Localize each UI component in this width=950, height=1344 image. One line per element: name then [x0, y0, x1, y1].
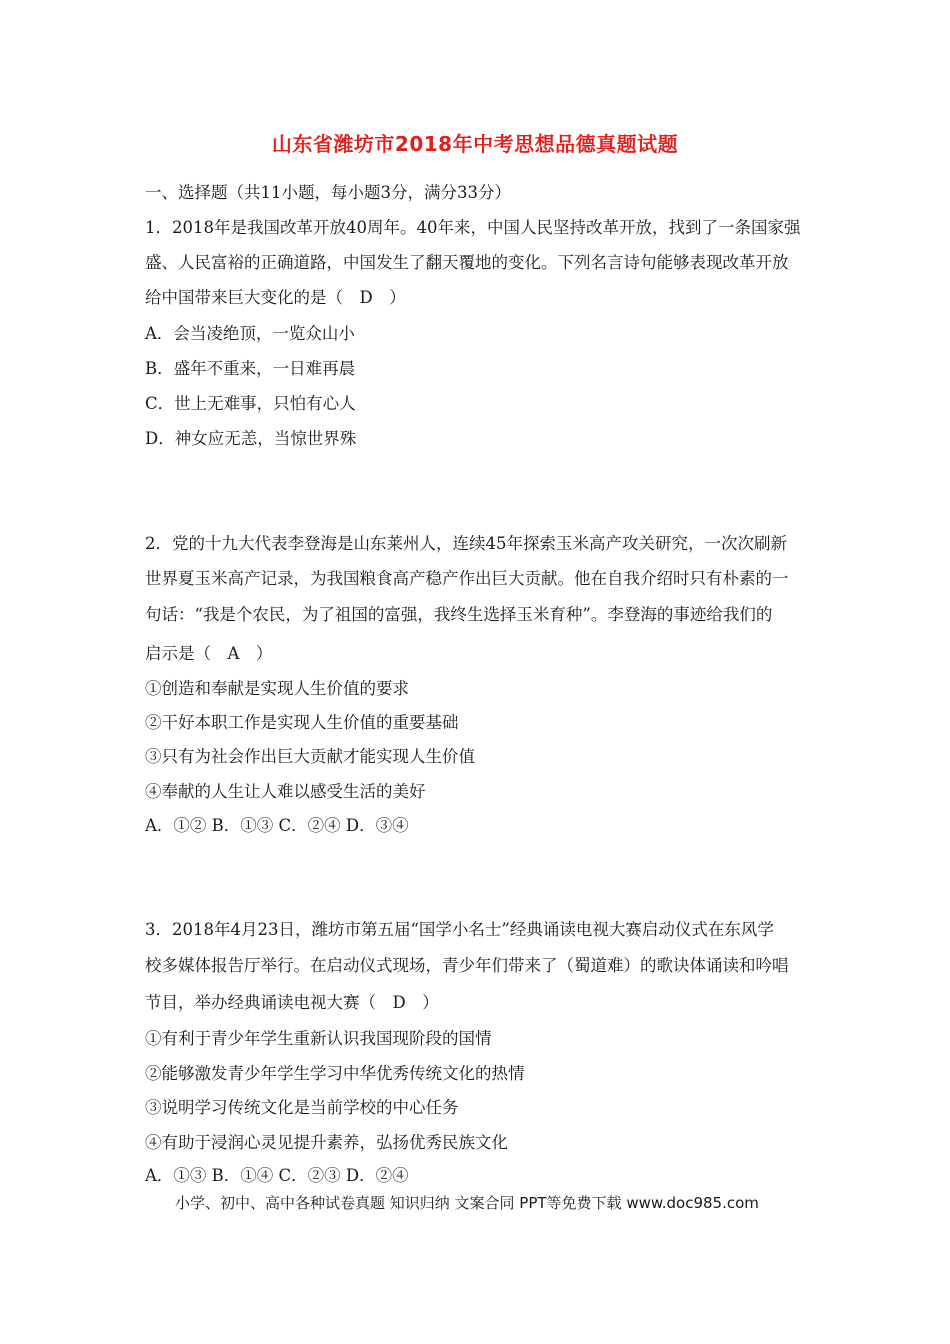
question-stem-line: 句话：“我是个农民，为了祖国的富强，我终生选择玉米育种”。李登海的事迹给我们的 [145, 605, 773, 624]
option-b: B．盛年不重来，一日难再晨 [145, 359, 356, 378]
question-stem-line: 3．2018年4月23日，潍坊市第五届“国学小名士”经典诵读电视大赛启动仪式在东风学 [145, 920, 774, 939]
answer-choices: A．①③ B．①④ C．②③ D．②④ [145, 1166, 409, 1185]
option-a: A．会当凌绝顶，一览众山小 [145, 324, 355, 343]
question-stem-line: 盛、人民富裕的正确道路，中国发生了翻天覆地的变化。下列名言诗句能够表现改革开放 [145, 253, 789, 272]
question-stem-line: 给中国带来巨大变化的是（ D ） [145, 288, 406, 307]
statement-3: ③只有为社会作出巨大贡献才能实现人生价值 [145, 747, 475, 766]
question-stem-line: 启示是（ A ） [145, 644, 273, 663]
question-stem-line: 1．2018年是我国改革开放40周年。40年来，中国人民坚持改革开放，找到了一条国家强 [145, 218, 801, 237]
footer-note: 小学、初中、高中各种试卷真题 知识归纳 文案合同 PPT等免费下载 www.doc985.com [175, 1194, 759, 1212]
statement-2: ②能够激发青少年学生学习中华优秀传统文化的热情 [145, 1064, 525, 1083]
answer-choices: A．①② B．①③ C．②④ D．③④ [145, 816, 409, 835]
question-stem-line: 校多媒体报告厅举行。在启动仪式现场，青少年们带来了（蜀道难）的歌诀体诵读和吟唱 [145, 956, 789, 975]
question-stem-line: 节目，举办经典诵读电视大赛（ D ） [145, 993, 439, 1012]
question-stem-line: 世界夏玉米高产记录，为我国粮食高产稳产作出巨大贡献。他在自我介绍时只有朴素的一 [145, 569, 789, 588]
statement-3: ③说明学习传统文化是当前学校的中心任务 [145, 1098, 459, 1117]
statement-1: ①创造和奉献是实现人生价值的要求 [145, 679, 409, 698]
statement-1: ①有利于青少年学生重新认识我国现阶段的国情 [145, 1029, 492, 1048]
statement-4: ④有助于浸润心灵见提升素养，弘扬优秀民族文化 [145, 1133, 508, 1152]
option-c: C．世上无难事，只怕有心人 [145, 394, 356, 413]
section-header: 一、选择题（共11小题，每小题3分，满分33分） [145, 183, 511, 202]
question-stem-line: 2．党的十九大代表李登海是山东莱州人，连续45年探索玉米高产攻关研究，一次次刷新 [145, 534, 787, 553]
option-d: D．神女应无恙，当惊世界殊 [145, 429, 357, 448]
document-title: 山东省潍坊市2018年中考思想品德真题试题 [271, 132, 679, 156]
statement-2: ②干好本职工作是实现人生价值的重要基础 [145, 713, 459, 732]
statement-4: ④奉献的人生让人难以感受生活的美好 [145, 782, 426, 801]
